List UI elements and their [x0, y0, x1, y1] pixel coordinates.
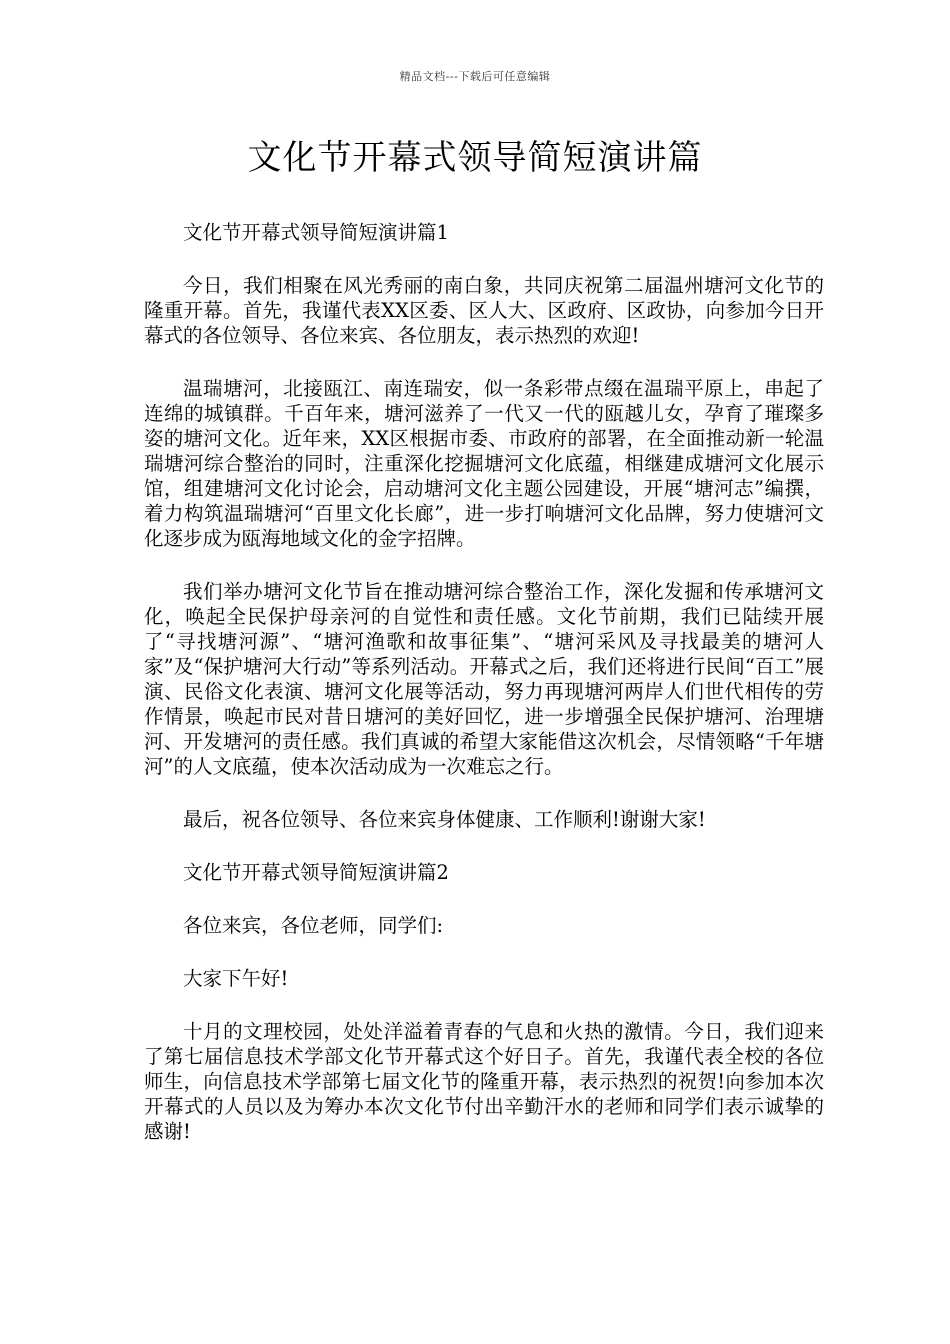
paragraph-welcome: 今日，我们相聚在风光秀丽的南白象，共同庆祝第二届温州塘河文化节的隆重开幕。首先，我谨代表XX区委、区人大、区政府、区政协，向参加今日开幕式的各位领导、各位来宾、各位朋友，表示热烈的欢迎! — [144, 274, 824, 347]
paragraph-campus-opening: 十月的文理校园，处处洋溢着青春的气息和火热的激情。今日，我们迎来了第七届信息技术学部文化节开幕式这个好日子。首先，我谨代表全校的各位师生，向信息技术学部第七届文化节的隆重开幕，表示热烈的祝贺!向参加本次开幕式的人员以及为筹办本次文化节付出辛勤汗水的老师和同学们表示诚挚的感谢! — [144, 1020, 824, 1143]
paragraph-salutation: 各位来宾，各位老师，同学们: — [183, 914, 444, 937]
paragraph-greeting: 大家下午好! — [183, 967, 289, 990]
document-body — [144, 220, 824, 1172]
paragraph-tanghe-intro: 温瑞塘河，北接瓯江、南连瑞安，似一条彩带点缀在温瑞平原上，串起了连绵的城镇群。千百年来，塘河滋养了一代又一代的瓯越儿女，孕育了璀璨多姿的塘河文化。近年来，XX区根据市委、市政府的部署，在全面推动新一轮温瑞塘河综合整治的同时，注重深化挖掘塘河文化底蕴，相继建成塘河文化展示馆，组建塘河文化讨论会，启动塘河文化主题公园建设，开展“塘河志”编撰，着力构筑温瑞塘河“百里文化长廊”，进一步打响塘河文化品牌，努力使塘河文化逐步成为瓯海地域文化的金字招牌。 — [144, 377, 824, 550]
section-heading-1: 文化节开幕式领导简短演讲篇1 — [183, 221, 449, 244]
paragraph-festival-purpose: 我们举办塘河文化节旨在推动塘河综合整治工作，深化发掘和传承塘河文化，唤起全民保护母亲河的自觉性和责任感。文化节前期，我们已陆续开展了“寻找塘河源”、“塘河渔歌和故事征集”、“塘河采风及寻找最美的塘河人家”及“保护塘河大行动”等系列活动。开幕式之后，我们还将进行民间“百工”展演、民俗文化表演、塘河文化展等活动，努力再现塘河两岸人们世代相传的劳作情景，唤起市民对昔日塘河的美好回忆，进一步增强全民保护塘河、治理塘河、开发塘河的责任感。我们真诚的希望大家能借这次机会，尽情领略“千年塘河”的人文底蕴，使本次活动成为一次难忘之行。 — [144, 580, 824, 778]
document-title: 文化节开幕式领导简短演讲篇 — [247, 138, 703, 178]
section-heading-2: 文化节开幕式领导简短演讲篇2 — [183, 861, 449, 884]
paragraph-closing-wishes: 最后，祝各位领导、各位来宾身体健康、工作顺利!谢谢大家! — [183, 808, 706, 831]
header-note: 精品文档---下载后可任意编辑 — [399, 70, 551, 83]
